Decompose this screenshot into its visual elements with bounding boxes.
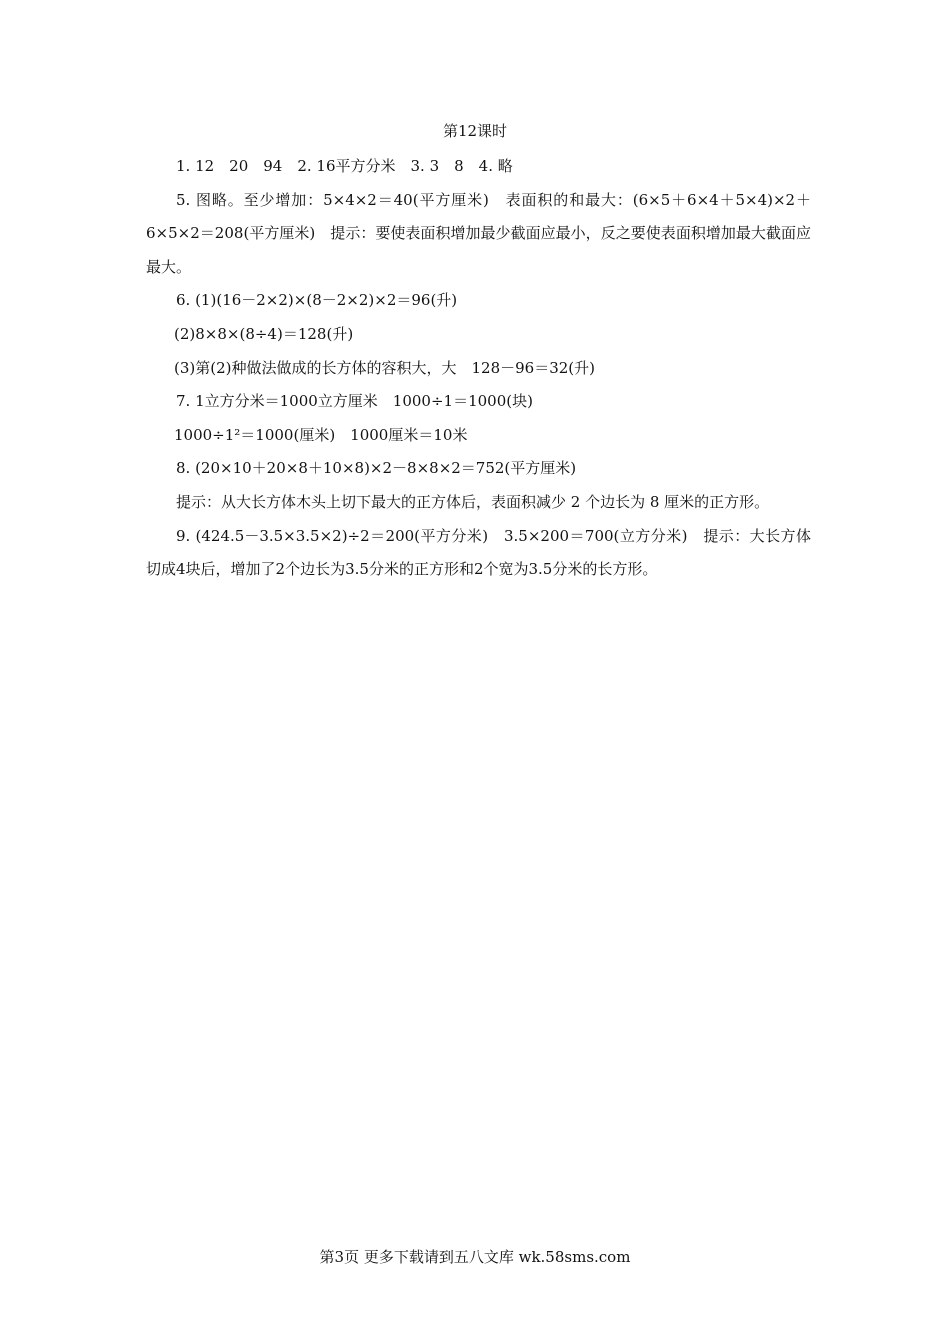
answer-line-7: 7. 1立方分米＝1000立方厘米 1000÷1＝1000(块) xyxy=(176,392,533,411)
page-title: 第12课时 xyxy=(442,122,508,140)
answer-line-8: 8. (20×10＋20×8＋10×8)×2－8×8×2＝752(平方厘米) xyxy=(176,459,577,478)
answer-paragraph-5: 5. 图略。至少增加：5×4×2＝40(平方厘米) 表面积的和最大：(6×5＋6×4＋5×4)×2＋6×5×2＝208(平方厘米) 提示：要使表面积增加最少截面应最小，反之要使表面积增加最大截面应最大。 xyxy=(146,190,811,276)
answer-paragraph-9: 9. (424.5－3.5×3.5×2)÷2＝200(平方分米) 3.5×200＝700(立方分米) 提示：大长方体切成4块后，增加了2个边长为3.5分米的正方形和2个宽为3.5分米的长方形。 xyxy=(146,526,811,579)
page-footer: 第3页 更多下载请到五八文库 wk.58sms.com xyxy=(319,1248,631,1266)
answer-line-1: 1. 12 20 94 2. 16平方分米 3. 3 8 4. 略 xyxy=(176,157,513,175)
answer-line-6-2: (2)8×8×(8÷4)＝128(升) xyxy=(174,324,354,343)
answer-line-7-2: 1000÷1²＝1000(厘米) 1000厘米＝10米 xyxy=(174,425,468,444)
answer-paragraph-8-hint: 提示：从大长方体木头上切下最大的正方体后，表面积减少 2 个边长为 8 厘米的正方形。 xyxy=(176,492,770,511)
answer-line-6-3: (3)第(2)种做法做成的长方体的容积大，大 128－96＝32(升) xyxy=(174,358,596,377)
answer-line-6-1: 6. (1)(16－2×2)×(8－2×2)×2＝96(升) xyxy=(176,291,458,310)
answer-content xyxy=(146,150,811,587)
